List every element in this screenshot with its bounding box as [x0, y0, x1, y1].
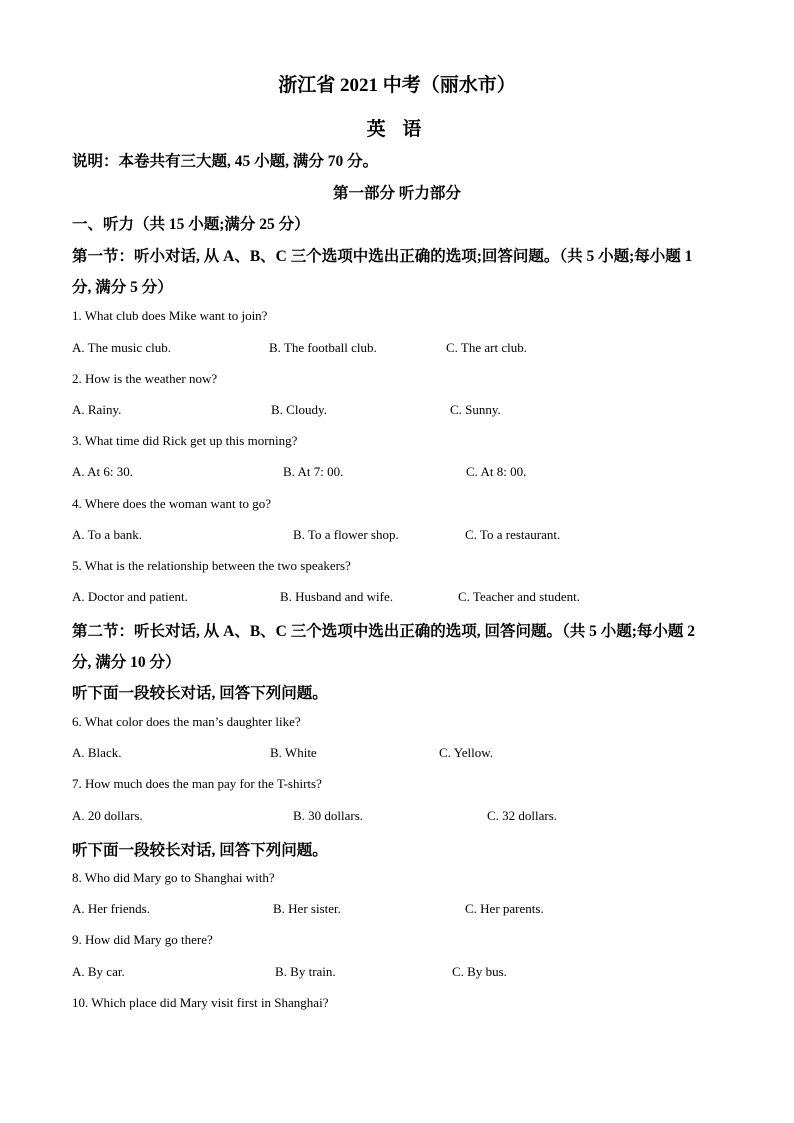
- section-title: 一、听力（共 15 小题;满分 25 分）: [72, 216, 310, 233]
- question-5: 5. What is the relationship between the two speakers?: [72, 558, 351, 573]
- question-4: 4. Where does the woman want to go?: [72, 496, 272, 511]
- question-3-option-a: A. At 6: 30.: [72, 464, 134, 479]
- question-6-option-c: C. Yellow.: [439, 745, 494, 760]
- listen-prompt-2: 听下面一段较长对话, 回答下列问题。: [72, 842, 328, 859]
- question-6: 6. What color does the man’s daughter like?: [72, 714, 301, 729]
- question-2-option-b: B. Cloudy.: [271, 402, 327, 417]
- question-7: 7. How much does the man pay for the T-shirts?: [72, 776, 322, 791]
- question-3: 3. What time did Rick get up this morning?: [72, 433, 298, 448]
- question-6-option-b: B. White: [270, 745, 317, 760]
- question-8-option-c: C. Her parents.: [465, 901, 544, 916]
- question-10: 10. Which place did Mary visit first in Shanghai?: [72, 995, 329, 1010]
- question-8-option-a: A. Her friends.: [72, 901, 150, 916]
- question-1-option-a: A. The music club.: [72, 340, 172, 355]
- question-1: 1. What club does Mike want to join?: [72, 308, 268, 323]
- question-7-option-a: A. 20 dollars.: [72, 808, 143, 823]
- exam-note: 说明：本卷共有三大题, 45 小题, 满分 70 分。: [72, 153, 379, 170]
- question-5-option-c: C. Teacher and student.: [458, 589, 580, 604]
- question-9: 9. How did Mary go there?: [72, 932, 213, 947]
- question-2-option-a: A. Rainy.: [72, 402, 122, 417]
- subject-title: 英 语: [366, 119, 428, 140]
- question-9-option-a: A. By car.: [72, 964, 125, 979]
- question-4-option-c: C. To a restaurant.: [465, 527, 561, 542]
- question-7-option-c: C. 32 dollars.: [487, 808, 558, 823]
- question-3-option-c: C. At 8: 00.: [466, 464, 527, 479]
- question-6-option-a: A. Black.: [72, 745, 122, 760]
- question-1-option-c: C. The art club.: [446, 340, 527, 355]
- section2-instruction-line1: 第二节：听长对话, 从 A、B、C 三个选项中选出正确的选项, 回答问题。（共 5 小题;每小题 2: [72, 623, 696, 640]
- question-9-option-c: C. By bus.: [452, 964, 507, 979]
- question-5-option-a: A. Doctor and patient.: [72, 589, 188, 604]
- question-7-option-b: B. 30 dollars.: [293, 808, 364, 823]
- question-5-option-b: B. Husband and wife.: [280, 589, 394, 604]
- question-2-option-c: C. Sunny.: [450, 402, 501, 417]
- part-title: 第一部分 听力部分: [333, 185, 461, 202]
- question-8-option-b: B. Her sister.: [273, 901, 341, 916]
- section1-instruction-line2: 分, 满分 5 分）: [72, 279, 173, 296]
- question-3-option-b: B. At 7: 00.: [283, 464, 344, 479]
- listen-prompt-1: 听下面一段较长对话, 回答下列问题。: [72, 685, 328, 702]
- question-4-option-b: B. To a flower shop.: [293, 527, 399, 542]
- exam-title: 浙江省 2021 中考（丽水市）: [278, 75, 516, 96]
- question-1-option-b: B. The football club.: [269, 340, 377, 355]
- section2-instruction-line2: 分, 满分 10 分）: [72, 654, 181, 671]
- question-2: 2. How is the weather now?: [72, 371, 218, 386]
- question-8: 8. Who did Mary go to Shanghai with?: [72, 870, 275, 885]
- question-9-option-b: B. By train.: [275, 964, 336, 979]
- question-4-option-a: A. To a bank.: [72, 527, 142, 542]
- section1-instruction-line1: 第一节：听小对话, 从 A、B、C 三个选项中选出正确的选项;回答问题。（共 5 小题;每小题 1: [72, 248, 693, 265]
